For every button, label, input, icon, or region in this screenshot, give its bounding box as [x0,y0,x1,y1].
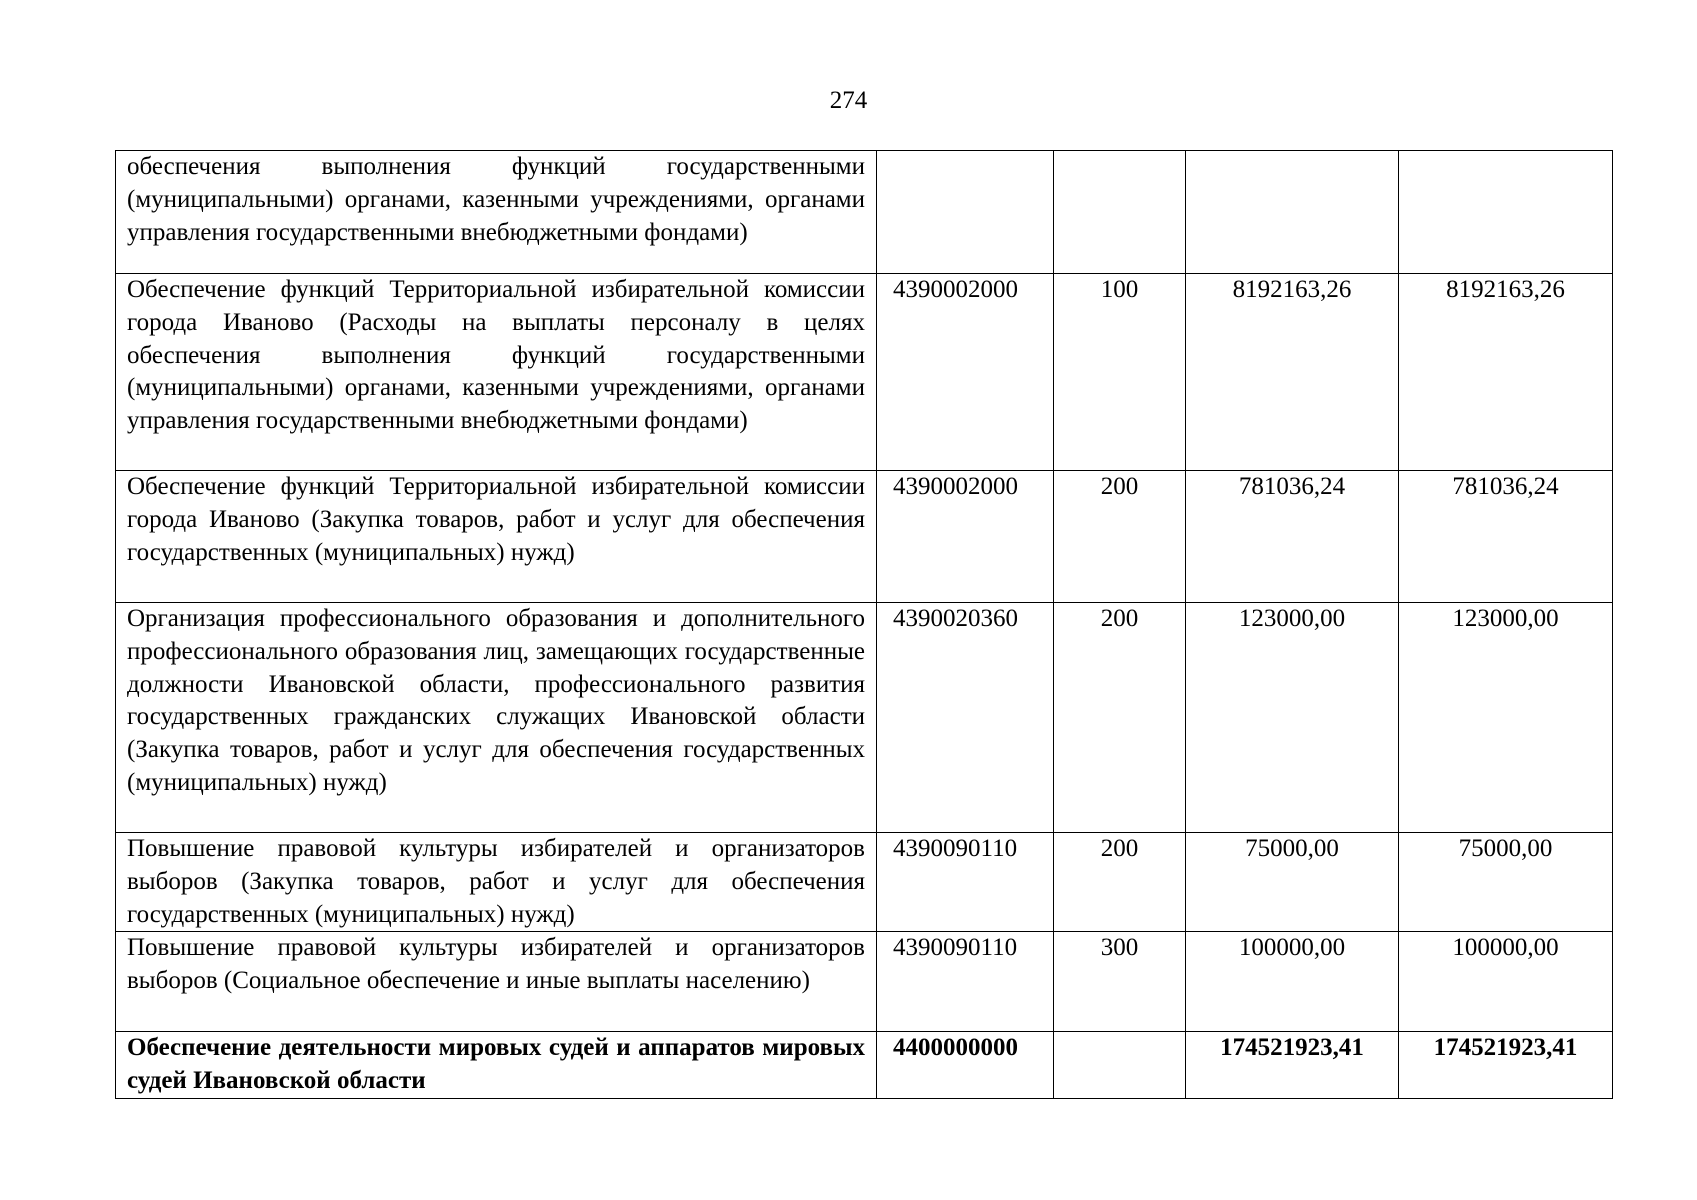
row-expense-type [1054,151,1186,274]
row-description: Обеспечение деятельности мировых судей и аппаратов мировых судей Ивановской области [116,1032,877,1099]
table-row [116,932,1613,1032]
row-expense-type: 300 [1054,932,1186,1032]
row-expense-type: 200 [1054,603,1186,833]
row-amount-1: 75000,00 [1186,833,1399,932]
row-amount-1: 174521923,41 [1186,1032,1399,1099]
row-amount-2: 100000,00 [1399,932,1613,1032]
row-target-code: 4390090110 [877,932,1054,1032]
table-row [116,603,1613,833]
row-expense-type [1054,1032,1186,1099]
row-expense-type: 100 [1054,274,1186,471]
table-row [116,471,1613,603]
page-number: 274 [829,87,868,114]
row-amount-1: 781036,24 [1186,471,1399,603]
row-amount-2: 123000,00 [1399,603,1613,833]
row-amount-1: 123000,00 [1186,603,1399,833]
row-target-code: 4390090110 [877,833,1054,932]
row-amount-1 [1186,151,1399,274]
row-expense-type: 200 [1054,833,1186,932]
table-row [116,833,1613,932]
row-target-code: 4400000000 [877,1032,1054,1099]
table-row [116,274,1613,471]
table-row [116,151,1613,274]
row-description: обеспечения выполнения функций государственными (муниципальными) органами, казенными учреждениями, органами управления государственными внебюджетными фондами) [116,151,877,274]
row-amount-1: 100000,00 [1186,932,1399,1032]
row-target-code: 4390002000 [877,274,1054,471]
row-target-code: 4390020360 [877,603,1054,833]
row-description: Обеспечение функций Территориальной избирательной комиссии города Иваново (Закупка товаров, работ и услуг для обеспечения государственных (муниципальных) нужд) [116,471,877,603]
row-description: Обеспечение функций Территориальной избирательной комиссии города Иваново (Расходы на выплаты персоналу в целях обеспечения выполнения функций государственными (муниципальными) органами, казенными учреждениями, органами управления государственными внебюджетными фондами) [116,274,877,471]
row-expense-type: 200 [1054,471,1186,603]
row-amount-2: 781036,24 [1399,471,1613,603]
row-target-code [877,151,1054,274]
row-description: Повышение правовой культуры избирателей и организаторов выборов (Закупка товаров, работ и услуг для обеспечения государственных (муниципальных) нужд) [116,833,877,932]
row-amount-2: 75000,00 [1399,833,1613,932]
row-target-code: 4390002000 [877,471,1054,603]
budget-table [115,150,1613,1099]
row-description: Повышение правовой культуры избирателей и организаторов выборов (Социальное обеспечение и иные выплаты населению) [116,932,877,1032]
row-amount-2: 174521923,41 [1399,1032,1613,1099]
table-row-total [116,1032,1613,1099]
row-description: Организация профессионального образования и дополнительного профессионального образования лиц, замещающих государственные должности Ивановской области, профессионального развития государственных гражданских служащих Ивановской области (Закупка товаров, работ и услуг для обеспечения государственных (муниципальных) нужд) [116,603,877,833]
row-amount-2: 8192163,26 [1399,274,1613,471]
row-amount-1: 8192163,26 [1186,274,1399,471]
row-amount-2 [1399,151,1613,274]
